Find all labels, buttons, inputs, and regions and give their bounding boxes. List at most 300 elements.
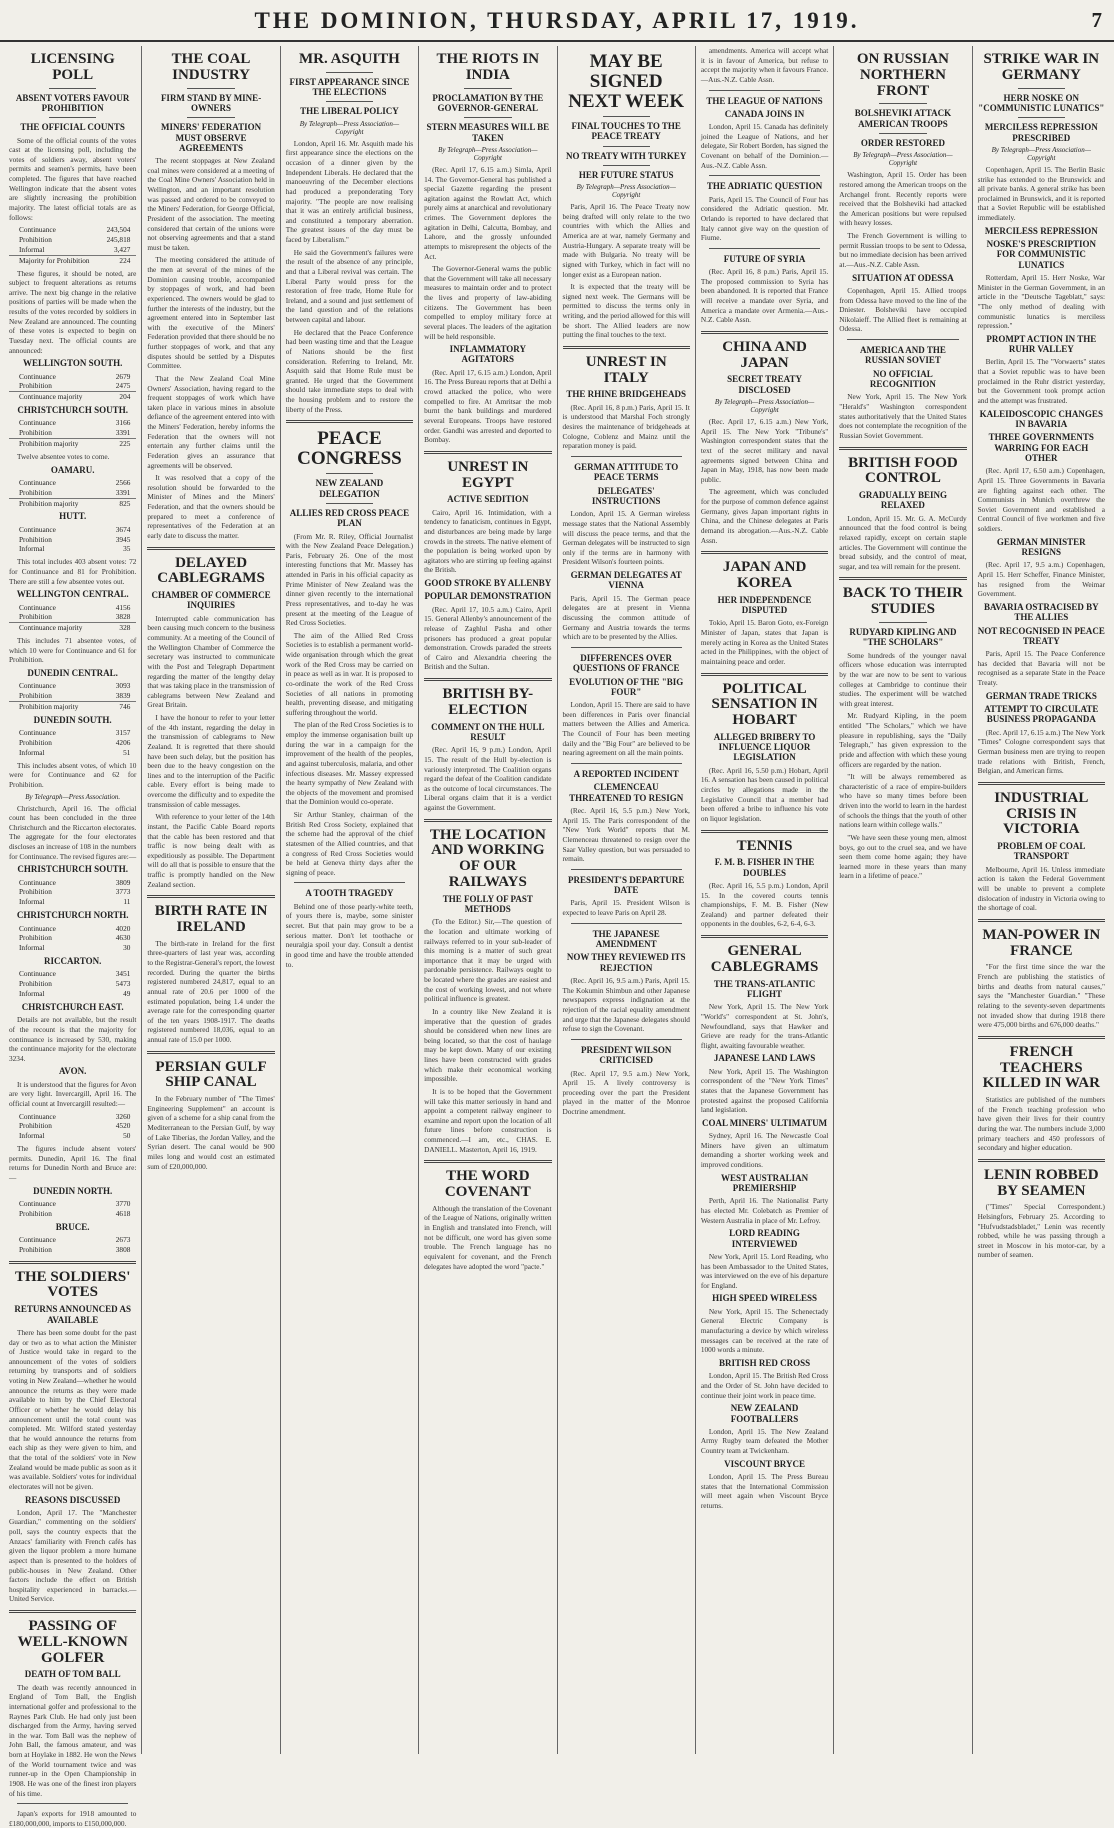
vote-label: Prohibition: [19, 933, 52, 943]
vote-count: 2673: [115, 1235, 131, 1244]
vote-row: [9, 603, 136, 613]
vote-label: Continuance: [19, 923, 56, 933]
electorate-heading: DUNEDIN SOUTH.: [33, 714, 112, 725]
column-1: [4, 46, 142, 1828]
divider: [571, 1039, 682, 1040]
article-paragraph: London, April 17. The "Manchester Guardian," commenting on the soldiers' poll, says the country expects that the Anzacs' familiarity with French cafés has given the liquor problem a more humane aspect than is presented to the holders of public-houses in New Zealand. Other factors include the effect on British hospitality experienced in barracks.—United Service.: [9, 1507, 137, 1604]
subheading: GERMAN MINISTER RESIGNS: [996, 536, 1086, 557]
vote-row: [9, 989, 136, 999]
section-divider: [839, 577, 966, 580]
article-paragraph: (Rec. April 16, 8 p.m.) Paris, April 15. The proposed commission to Syria has been abandoned. It is reported that France will receive a mandate over Syria, and America a mandate over Armenia.—Aus.-N.Z. Cable Assn.: [700, 267, 829, 325]
article-paragraph: Paris, April 15. President Wilson is expected to leave Paris on April 28.: [562, 898, 690, 918]
headline: INDUSTRIAL CRISIS IN VICTORIA: [994, 789, 1089, 838]
section-divider: [286, 420, 413, 423]
subheading: RUDYARD KIPLING AND "THE SCHOLARS": [849, 626, 957, 648]
vote-count: 3451: [115, 969, 131, 979]
article-paragraph: (Rec. April 17, 6.50 a.m.) Copenhagen, April 15. Three Governments in Bavaria are fighting against each other. The Communists in Munich overthrew the Soviet Government and established a Central Council of five workmen and five soldiers.: [977, 466, 1105, 534]
vote-count: 328: [119, 623, 131, 633]
vote-table: [9, 924, 136, 954]
byline: By Telegraph—Press Association—Copyright: [438, 145, 538, 162]
vote-row: [9, 1245, 136, 1255]
vote-label: Informal: [19, 747, 45, 757]
divider: [1018, 88, 1065, 89]
vote-row: [9, 372, 136, 382]
subheading: DELEGATES' INSTRUCTIONS: [591, 485, 661, 506]
electorate-heading: WELLINGTON CENTRAL.: [16, 589, 129, 600]
vote-count: 4618: [115, 1208, 131, 1218]
vote-table: [9, 681, 136, 712]
vote-row: [9, 748, 136, 758]
vote-count: 224: [119, 255, 131, 265]
article-paragraph: Sydney, April 16. The Newcastle Coal Miners have given an ultimatum demanding a shorter working week and improved conditions.: [700, 1131, 829, 1170]
subheading: PROBLEM OF COAL TRANSPORT: [997, 841, 1086, 862]
article-paragraph: Cairo, April 16. Intimidation, with a tendency to fanaticism, continues in Egypt, and disturbances are being made by large crowds in the streets. The native element of the population is being worked upon by agitators who are stirring up feeling against the British.: [424, 507, 552, 575]
column-2: [142, 46, 280, 1754]
section-divider: [701, 830, 828, 833]
headline: THE SOLDIERS' VOTES: [14, 1268, 131, 1301]
column-4: [419, 46, 557, 1754]
article-paragraph: (To the Editor.) Sir,—The question of the location and ultimate working of railways referred to in your sub-leader of this morning is a matter of such great importance that it may be urged with pardonable persistence. Railways ought to be located where the grades are easiest and the cost of working lowest, and not where political influence is greatest.: [424, 917, 552, 1004]
subheading: ATTEMPT TO CIRCULATE BUSINESS PROPAGANDA: [984, 704, 1099, 725]
headline: MAY BE SIGNED NEXT WEEK: [568, 51, 685, 112]
subheading: BRITISH RED CROSS: [719, 1357, 811, 1368]
article-paragraph: (Rec. April 16, 8 p.m.) Paris, April 15. It is understood that Marshal Foch strongly desires the maintenance of bridgeheads at Cologne, Coblenz and Mainz until the reparation money is paid.: [562, 402, 690, 451]
vote-count: 3391: [115, 487, 131, 497]
vote-row: [9, 969, 136, 979]
divider: [326, 101, 373, 102]
section-divider: [978, 1159, 1105, 1162]
vote-label: Informal: [19, 943, 45, 953]
vote-label: Continuance: [19, 602, 56, 612]
subheading: HER FUTURE STATUS: [578, 169, 674, 180]
vote-label: Informal: [19, 544, 45, 554]
section-divider: [701, 331, 828, 334]
vote-label: Continuance: [19, 681, 56, 691]
article-paragraph: He declared that the Peace Conference had been wasting time and that the League of Nations should be the first consideration. Referring to Ireland, Mr. Asquith said that Home Rule must be granted. He urged that the Government should take immediate steps to deal with the housing problem and to restore the liberty of the Press.: [285, 327, 414, 414]
divider: [709, 175, 820, 176]
headline: FRENCH TEACHERS KILLED IN WAR: [982, 1043, 1100, 1092]
vote-label: Prohibition: [19, 381, 52, 391]
vote-table: [9, 1112, 136, 1142]
headline: MAN-POWER IN FRANCE: [982, 926, 1101, 959]
vote-label: Continuance: [19, 969, 56, 979]
divider: [49, 88, 96, 89]
vote-table: [9, 1199, 136, 1219]
article-paragraph: (Rec. April 17, 6.15 a.m.) The New York "Times" Cologne correspondent says that German business men are trying to reopen trade relations with British, French, Belgian, and American firms.: [977, 727, 1105, 776]
electorate-heading: DUNEDIN NORTH.: [33, 1185, 113, 1196]
subheading: DEATH OF TOM BALL: [24, 1669, 121, 1680]
article-paragraph: Washington, April 15. Order has been restored among the American troops on the Archangel front. Recently reports were received that the Bolsheviki had attacked the American positions but were repulsed with heavy losses.: [839, 170, 967, 228]
subheading: GRADUALLY BEING RELAXED: [858, 490, 947, 511]
subheading: PRESIDENT WILSON CRITICISED: [580, 1044, 672, 1066]
article-paragraph: I have the honour to refer to your letter of the 4th instant, regarding the delay in the transmission of cablegrams to New Zealand. It is regretted that there should have been such delay, but the position has been due to the heavy congestion on the lines and to the interruption of the Pacific cable. Every effort is being made to overcome the difficulty and to expedite the transmission of cable messages.: [147, 713, 275, 809]
subheading: VISCOUNT BRYCE: [724, 1458, 805, 1469]
article-paragraph: (Rec. April 17, 6.15 a.m.) New York, April 15. The New York "Tribune's" Washington correspondent states that the text of the secret military and naval agreements signed between China and Japan in May, 1918, has now been made public.: [700, 417, 829, 484]
article-paragraph: New York, April 15. The Schenectady General Electric Company is manufacturing a device by which wireless messages can be received at the rate of 1000 words a minute.: [700, 1306, 829, 1355]
article-paragraph: With reference to your letter of the 14th instant, the Pacific Cable Board reports that the cable has been restored and that traffic is now being dealt with as expeditiously as possible. The Department will do all that is possible to ensure that the traffic is promptly handled on the New Zealand section.: [147, 812, 275, 889]
vote-label: Prohibition: [19, 612, 52, 622]
vote-label: Prohibition: [19, 737, 52, 747]
section-divider: [701, 935, 828, 938]
article-paragraph: "We have seen these young men, almost boys, go out to the cruel sea, and we have seen them come home again; they have learned more in these years than many learn in a lifetime of peace.": [839, 832, 967, 881]
article-paragraph: In the February number of "The Times' Engineering Supplement" an account is given of a scheme for a ship canal from the Mediterranean to the Persian Gulf, by way of Lake Tiberias, the Jordan Valley, and the Syrian desert. The canal would be 900 miles long and would cost an estimated sum of £20,000,000.: [147, 1094, 275, 1171]
section-divider: [147, 547, 274, 550]
article-paragraph: (Rec. April 17, 10.5 a.m.) Cairo, April 15. General Allenby's announcement of the release of Zaghlul Pasha and other prisoners has produced a great popular demonstration. Crowds paraded the streets of Cairo and Alexandria cheering the British and the Sultan.: [424, 604, 552, 672]
vote-label: Prohibition: [19, 235, 52, 244]
electorate-heading: OAMARU.: [50, 464, 95, 475]
divider: [571, 869, 682, 870]
article-paragraph: The French Government is willing to permit Russian troops to be sent to Odessa, but no immediate decision has been arrived at.—Aus.-N.Z. Cable Assn.: [839, 231, 967, 269]
electorate-heading: BRUCE.: [55, 1221, 90, 1232]
electorate-heading: HUTT.: [59, 511, 87, 522]
headline: LENIN ROBBED BY SEAMEN: [984, 1166, 1099, 1199]
headline: THE LOCATION AND WORKING OF OUR RAILWAYS: [429, 826, 546, 890]
article-paragraph: New York, April 15. Lord Reading, who has been Ambassador to the United States, was interviewed on the eve of his departure for England.: [700, 1251, 829, 1290]
article-paragraph: These figures, it should be noted, are subject to frequent alterations as returns arrive. The next big change in the relative positions of parties will be made when the results of the votes recorded by soldiers in New Zealand are announced. The counting of these votes is expected to begin on Tuesday next. The official counts are announced:: [9, 268, 137, 355]
vote-label: Prohibition: [19, 1121, 52, 1131]
subheading: BAVARIA OSTRACISED BY THE ALLIES: [983, 601, 1099, 623]
article-paragraph: London, April 15. Canada has definitely joined the League of Nations, and her delegate, Sir Robert Borden, has signed the Covenant on behalf of the Dominion.—Aus.-N.Z. Cable Assn.: [700, 122, 829, 170]
masthead-title: THE DOMINION, THURSDAY, APRIL 17, 1919.: [254, 8, 860, 33]
article-paragraph: Paris, April 15. The Council of Four has considered the Adriatic question. Mr. Orlando is reported to have declared that Italy cannot give way on the question of Fiume.: [700, 194, 829, 243]
subheading: NEW ZEALAND DELEGATION: [315, 478, 384, 499]
vote-row: [9, 897, 136, 907]
divider: [326, 473, 373, 474]
vote-count: 3391: [115, 428, 131, 438]
vote-label: Prohibition: [19, 428, 52, 438]
vote-row: [9, 488, 136, 498]
vote-label: Prohibition majority: [19, 439, 79, 449]
vote-count: 4206: [115, 737, 131, 747]
vote-count: 245,818: [106, 235, 131, 244]
divider: [1018, 117, 1065, 118]
subheading: BOLSHEVIKI ATTACK AMERICAN TROOPS: [854, 108, 952, 129]
vote-count: 50: [123, 1131, 131, 1141]
vote-count: 825: [119, 498, 131, 508]
section-divider: [424, 1160, 551, 1163]
column-5: [558, 46, 696, 1754]
divider: [571, 456, 682, 457]
subheading: ABSENT VOTERS FAVOUR PROHIBITION: [15, 92, 130, 113]
headline: PEACE CONGRESS: [297, 428, 402, 470]
vote-row: [9, 728, 136, 738]
vote-label: Prohibition: [19, 887, 52, 897]
vote-count: 11: [123, 897, 131, 907]
divider: [879, 133, 926, 134]
subheading: FUTURE OF SYRIA: [723, 253, 806, 264]
vote-row: [9, 1235, 136, 1245]
section-divider: [424, 451, 551, 454]
article-paragraph: Copenhagen, April 15. The Berlin Basic strike has extended to the Brunswick and all private banks. A general strike has been proclaimed in Brunswick, and it is reported that a Soviet Republic will be established immediately.: [977, 164, 1105, 222]
subheading: WEST AUSTRALIAN PREMIERSHIP: [721, 1172, 809, 1194]
article-paragraph: There has been some doubt for the past day or two as to what action the Minister of Justice would take in regard to the announcement of the votes of soldiers returning by transports and of soldiers voting in New Zealand—whether he would announce the returns as they were made available to him by the Chief Electoral Officer or whether he would delay his announcement until the total count was completed. Mr. Wilford stated yesterday that he would announce the returns from each ship as they were given to him, and that the total of the soldiers' vote in New Zealand would be made public as soon as it was available. Soldiers' votes for individual electorates will not be given.: [9, 1327, 137, 1491]
article-paragraph: Paris, April 15. The Peace Conference has decided that Bavaria will not be recognised as a separate State in the Peace Treaty.: [977, 649, 1105, 688]
vote-row: [9, 979, 136, 989]
vote-count: 3808: [115, 1244, 131, 1254]
vote-row: [9, 478, 136, 488]
vote-label: Informal: [19, 989, 45, 999]
subheading: JAPANESE LAND LAWS: [713, 1053, 816, 1064]
vote-label: Continuance: [19, 524, 56, 534]
vote-table: [9, 728, 136, 758]
electorate-heading: CHRISTCHURCH SOUTH.: [17, 864, 128, 875]
subheading: NOT RECOGNISED IN PEACE TREATY: [977, 625, 1105, 646]
column-8: [973, 46, 1110, 1754]
vote-row: [9, 225, 136, 235]
vote-label: Prohibition: [19, 487, 52, 497]
article-paragraph: Sir Arthur Stanley, chairman of the British Red Cross Society, explained that the scheme had the approval of the chief statesmen of the Allied countries, and that a congress of Red Cross Societies would be held at Geneva thirty days after the signing of peace.: [285, 810, 414, 877]
section-divider: [978, 919, 1105, 922]
divider: [603, 165, 650, 166]
subheading: INFLAMMATORY AGITATORS: [449, 344, 526, 365]
subheading: SITUATION AT ODESSA: [852, 272, 954, 283]
subheading: MERCILESS REPRESSION: [984, 225, 1098, 236]
headline: LICENSING POLL: [30, 51, 115, 83]
article-paragraph: Twelve absentee votes to come.: [17, 451, 110, 461]
divider: [709, 90, 820, 91]
headline: PERSIAN GULF SHIP CANAL: [155, 1058, 267, 1091]
vote-count: 3674: [115, 524, 131, 534]
vote-label: Continuance: [19, 371, 56, 381]
vote-row: [9, 1199, 136, 1209]
masthead: [0, 0, 1114, 42]
article-paragraph: Paris, April 15. The German peace delegates are at present in Vienna discussing the common attitude of Germany and Austria towards the terms which are to be presented by the Allies.: [562, 593, 690, 642]
column-3: [281, 46, 419, 1754]
article-paragraph: Although the translation of the Covenant of the League of Nations, originally written in English and translated into French, will not be difficult, one word has given some trouble. The French language has no equivalent for covenant, and the French delegates have adopted the word "pacte.": [424, 1203, 552, 1271]
section-divider: [701, 551, 828, 554]
vote-table: [9, 603, 136, 634]
subheading: MINERS' FEDERATION MUST OBSERVE AGREEMENTS: [161, 122, 262, 153]
subheading: SECRET TREATY DISCLOSED: [727, 374, 802, 395]
vote-row: [9, 525, 136, 535]
vote-count: 3809: [115, 877, 131, 887]
electorate-heading: CHRISTCHURCH NORTH.: [16, 910, 129, 921]
section-divider: [147, 1051, 274, 1054]
vote-label: Continuance: [19, 477, 56, 487]
divider: [326, 503, 373, 504]
headline: STRIKE WAR IN GERMANY: [983, 51, 1100, 83]
headline: BRITISH FOOD CONTROL: [848, 454, 958, 487]
article-paragraph: London, April 15. A German wireless message states that the National Assembly will discuss the peace terms, and that the German delegates will be instructed to sign only if the terms are in harmony with President Wilson's fourteen points.: [562, 509, 690, 567]
subheading: HIGH SPEED WIRELESS: [712, 1293, 817, 1304]
vote-row: [9, 943, 136, 953]
headline: JAPAN AND KOREA: [722, 559, 807, 591]
headline: POLITICAL SENSATION IN HOBART: [711, 680, 818, 728]
vote-row: [9, 933, 136, 943]
article-paragraph: It is expected that the treaty will be signed next week. The Germans will be permitted to discuss the terms only in writing, and the period allowed for this will be short. The Allied leaders are now putting the final touches to the text.: [562, 282, 690, 340]
vote-label: Continuance majority: [19, 392, 83, 402]
article-paragraph: This total includes 403 absent votes: 72 for Continuance and 81 for Prohibition. There are still a few absentee votes out.: [9, 557, 137, 586]
electorate-heading: CHRISTCHURCH SOUTH.: [17, 405, 128, 416]
electorate-heading: CHRISTCHURCH EAST.: [21, 1001, 124, 1012]
vote-label: Continuance: [19, 877, 56, 887]
article-paragraph: The death was recently announced in England of Tom Ball, the English international golfer and professional to the Raynes Park Club. He had only just been discharged from the Army, having served in the war. Tom Ball was the nephew of John Ball, the famous amateur, and was born at Hoylake in 1882. He won the News of the World tournament twice and was runner-up in the Open Championship in 1908. He was one of the finest iron players of his time.: [9, 1682, 137, 1798]
vote-label: Continuance: [19, 225, 56, 235]
article-paragraph: New York, April 15. The Washington correspondent of the "New York Times" states that the Japanese Government has protested against the proposed California land legislation.: [700, 1066, 829, 1115]
subheading: HERR NOSKE ON "COMMUNISTIC LUNATICS": [978, 92, 1105, 113]
vote-label: Majority for Prohibition: [19, 255, 90, 265]
subheading: CANADA JOINS IN: [724, 108, 805, 119]
subheading: REASONS DISCUSSED: [25, 1494, 121, 1505]
subheading: GERMAN TRADE TRICKS: [985, 690, 1097, 701]
subheading: ORDER RESTORED: [860, 137, 945, 148]
byline: By Telegraph—Press Association.: [25, 792, 121, 801]
headline: BRITISH BY-ELECTION: [442, 686, 534, 718]
subheading: PROCLAMATION BY THE GOVERNOR-GENERAL: [432, 92, 544, 113]
headline: PASSING OF WELL-KNOWN GOLFER: [17, 1618, 128, 1666]
vote-label: Continuance majority: [19, 623, 83, 633]
article-paragraph: The figures include absent voters' permits. Dunedin, April 16. The final returns for Dunedin North and Bruce are:—: [9, 1144, 137, 1182]
vote-label: Continuance: [19, 728, 56, 738]
vote-row: [9, 428, 136, 438]
headline: UNREST IN EGYPT: [447, 458, 529, 491]
vote-count: 4156: [115, 602, 131, 612]
vote-row: [9, 878, 136, 888]
subheading: LORD READING INTERVIEWED: [729, 1228, 800, 1249]
vote-row: [9, 418, 136, 428]
vote-table: [9, 478, 136, 509]
article-paragraph: In a country like New Zealand it is imperative that the question of grades should be considered when new lines are being located, so that the cost of haulage may be kept down. Many of our existing lines have been constructed with grades which make their economical working impossible.: [424, 1006, 552, 1084]
vote-row: [9, 235, 136, 245]
article-paragraph: London, April 15. The British Red Cross and the Order of St. John have decided to continue their joint work in peace time.: [700, 1371, 829, 1400]
article-paragraph: (Rec. April 17, 9.5 a.m.) Copenhagen, April 15. Herr Scheffer, Finance Minister, has resigned from the Weimar Government.: [977, 560, 1105, 599]
vote-count: 243,504: [106, 225, 131, 235]
byline: By Telegraph—Press Association—Copyright: [991, 145, 1091, 162]
vote-row: [9, 622, 136, 633]
vote-count: 3157: [115, 728, 131, 738]
subheading: THREE GOVERNMENTS WARRING FOR EACH OTHER: [988, 432, 1094, 463]
column-6: [696, 46, 834, 1754]
divider: [187, 117, 234, 118]
section-divider: [147, 895, 274, 898]
subheading: NEW ZEALAND FOOTBALLERS: [730, 1403, 799, 1424]
subheading: THE LEAGUE OF NATIONS: [706, 95, 823, 106]
divider: [464, 88, 511, 89]
vote-count: 3093: [115, 681, 131, 691]
headline: TENNIS: [736, 837, 793, 854]
vote-row: [9, 255, 136, 266]
subheading: CLEMENCEAU THREATENED TO RESIGN: [569, 782, 684, 803]
article-paragraph: Interrupted cable communication has been causing much concern to the business community. At a meeting of the Council of the Wellington Chamber of Commerce the secretary was instructed to communicate with the Post and Telegraph Department regarding the matter of the lengthy delay that was taking place in the transmission of cablegrams between New Zealand and Great Britain.: [147, 613, 275, 710]
article-paragraph: This includes 71 absentee votes, of which 10 were for Continuance and 61 for Prohibition.: [9, 636, 137, 665]
vote-label: Continuance: [19, 1198, 56, 1208]
vote-count: 5473: [115, 979, 131, 989]
vote-row: [9, 612, 136, 622]
vote-count: 746: [119, 701, 131, 711]
article-paragraph: London, April 15. The Press Bureau states that the International Commission will meet again when Viscount Bryce returns.: [700, 1472, 829, 1510]
byline: By Telegraph—Press Association—Copyright: [714, 398, 815, 415]
vote-count: 3166: [115, 418, 131, 428]
subheading: PRESIDENT'S DEPARTURE DATE: [568, 874, 685, 896]
divider: [17, 1803, 128, 1804]
article-paragraph: It is understood that the figures for Avon are very light. Invercargill, April 16. The official count at Invercargill resulted:—: [9, 1079, 137, 1108]
subheading: THE OFFICIAL COUNTS: [20, 122, 125, 133]
article-paragraph: The aim of the Allied Red Cross Societies is to establish a permanent world-wide organisation through which the great work of the Red Cross may be carried on in peace as well as in war. It is proposed to co-ordinate the work of the Red Cross Societies of all nations in promoting health, preventing disease, and mitigating suffering throughout the world.: [285, 630, 414, 717]
subheading: GOOD STROKE BY ALLENBY: [424, 578, 552, 589]
article-paragraph: (Rec. April 16, 5.50 p.m.) Hobart, April 16. A sensation has been caused in political circles by allegations made in the Legislative Council that a member had been offered a bribe to influence his vote on liquor legislation.: [700, 765, 829, 823]
article-paragraph: It is to be hoped that the Government will take this matter seriously in hand and appoint a competent railway engineer to examine and report upon the location of all future lines before construction is commenced.—I am, etc., CHAS. E. DANIELL. Masterton, April 16, 1919.: [424, 1086, 552, 1154]
divider: [571, 923, 682, 924]
vote-count: 2566: [115, 477, 131, 487]
vote-label: Informal: [19, 1131, 45, 1141]
vote-row: [9, 1209, 136, 1219]
subheading: COMMENT ON THE HULL RESULT: [431, 721, 545, 742]
vote-row: [9, 245, 136, 255]
divider: [571, 763, 682, 764]
article-paragraph: Melbourne, April 16. Unless immediate action is taken the Federal Government will be unable to prevent a complete dislocation of industry in Victoria owing to the shortage of coal.: [977, 864, 1105, 913]
vote-row: [9, 1121, 136, 1131]
subheading: AMERICA AND THE RUSSIAN SOVIET: [860, 345, 946, 366]
article-paragraph: London, April 15. There are said to have been differences in Paris over financial matters between the Allies and America. The Council of Four has been meeting daily and the "Big Four" are believed to be nearing agreement on all the main points.: [562, 700, 690, 758]
vote-count: 3770: [115, 1198, 131, 1208]
section-divider: [701, 673, 828, 676]
vote-row: [9, 1131, 136, 1141]
divider: [603, 146, 650, 147]
vote-label: Prohibition: [19, 1208, 52, 1218]
divider: [603, 116, 650, 117]
subheading: NO OFFICIAL RECOGNITION: [869, 368, 936, 390]
subheading: THE FOLLY OF PAST METHODS: [442, 893, 533, 914]
section-divider: [424, 819, 551, 822]
article-paragraph: New York, April 15. The New York "World's" correspondent at St. John's, Newfoundland, says that Hawker and Grieve are ready for the trans-Atlantic flight, awaiting favourable weather.: [700, 1002, 829, 1050]
divider: [187, 88, 234, 89]
article-paragraph: Details are not available, but the result of the recount is that the majority for continuance is increased by 530, making the continuance majority for the electorate 3234.: [9, 1015, 137, 1063]
article-paragraph: Tokio, April 15. Baron Goto, ex-Foreign Minister of Japan, states that Japan is merely acting in Korea as the United States acted in the Philippines, with the object of maintaining peace and order.: [700, 618, 829, 666]
vote-count: 3260: [115, 1111, 131, 1121]
headline: THE WORD COVENANT: [444, 1168, 531, 1201]
vote-count: 225: [119, 439, 131, 449]
subheading: THE RHINE BRIDGEHEADS: [566, 389, 686, 400]
divider: [847, 339, 958, 340]
vote-row: [9, 438, 136, 449]
page-number: 7: [1091, 8, 1102, 32]
divider: [879, 622, 926, 623]
article-paragraph: He said the Government's failures were the result of the absence of any principle, and that a Liberal revival was certain. The Liberal Party would press for the restoration of free trade, Home Rule for Ireland, and a sound and just settlement of the land question and of the relations between capital and labour.: [285, 247, 414, 325]
vote-row: [9, 924, 136, 934]
subheading: NOSKE'S PRESCRIPTION FOR COMMUNISTIC LUNATICS: [986, 238, 1096, 270]
article-paragraph: London, April 15. The New Zealand Army Rugby team defeated the Mother Country team at Twickenham.: [700, 1426, 829, 1456]
article-paragraph: Paris, April 16. The Peace Treaty now being drafted will only relate to the two countries with which the Allies and America are at war, namely Germany and Austria-Hungary. A separate treaty will be made with Bulgaria. No treaty will be signed with Turkey, which in fact will no longer exist as a European nation.: [562, 202, 690, 279]
headline: ON RUSSIAN NORTHERN FRONT: [856, 51, 949, 99]
vote-row: [9, 544, 136, 554]
vote-count: 3828: [115, 612, 131, 622]
subheading: NO TREATY WITH TURKEY: [566, 150, 687, 161]
vote-label: Informal: [19, 897, 45, 907]
vote-count: 3945: [115, 534, 131, 544]
subheading: DIFFERENCES OVER QUESTIONS OF FRANCE: [572, 652, 680, 674]
subheading: HER INDEPENDENCE DISPUTED: [717, 594, 812, 616]
subheading: ACTIVE SEDITION: [447, 494, 529, 505]
vote-count: 3,427: [113, 244, 131, 254]
article-paragraph: (Rec. April 16, 5.5 p.m.) London, April 15. In the covered courts tennis championships, F. M. B. Fisher (New Zealand) and partner defeated their opponents in the doubles, 6-2, 6-4, 6-3.: [700, 880, 829, 929]
electorate-heading: AVON.: [58, 1066, 87, 1077]
article-paragraph: The meeting considered the attitude of the men at several of the mines of the Dominion causing trouble, accompanied by stoppages of work, and had been experienced. The owners would be glad to further the interests of the industry, but the agreement entered into in September last with the executive of the Miners' Federation provided that there should be no further stoppages of work, and that any disputes should be settled by a Disputes Committee.: [147, 255, 275, 371]
vote-count: 204: [119, 392, 131, 402]
vote-count: 49: [123, 989, 131, 999]
vote-count: 3839: [115, 691, 131, 701]
article-paragraph: Behind one of those pearly-white teeth, of yours there is, maybe, some sinister secret. But that pain may grow to be a serious matter. Don't let toothache or neuralgia spoil your day. Consult a dentist in good time and have the trouble attended to.: [285, 901, 414, 969]
electorate-heading: WELLINGTON SOUTH.: [23, 358, 123, 369]
article-paragraph: Berlin, April 15. The "Vorwaerts" states that a Soviet republic was to have been proclaimed in the Ruhr district yesterday, but the Government took prompt action and the attempt was frustrated.: [977, 357, 1105, 405]
divider: [49, 117, 96, 118]
divider: [326, 72, 373, 73]
section-divider: [424, 678, 551, 681]
article-paragraph: That the New Zealand Coal Mine Owners' Association, having regard to the frequent stoppages of work which have taken place in various mines in absolute defiance of the agreement entered into with the Miners' Federation, hereby informs the Federation that the owners will not entertain any further claims until the Federation gives an assurance that agreements will be observed.: [147, 373, 275, 470]
vote-table: [9, 418, 136, 449]
vote-count: 35: [123, 544, 131, 554]
section-divider: [978, 782, 1105, 785]
section-divider: [9, 1610, 136, 1613]
